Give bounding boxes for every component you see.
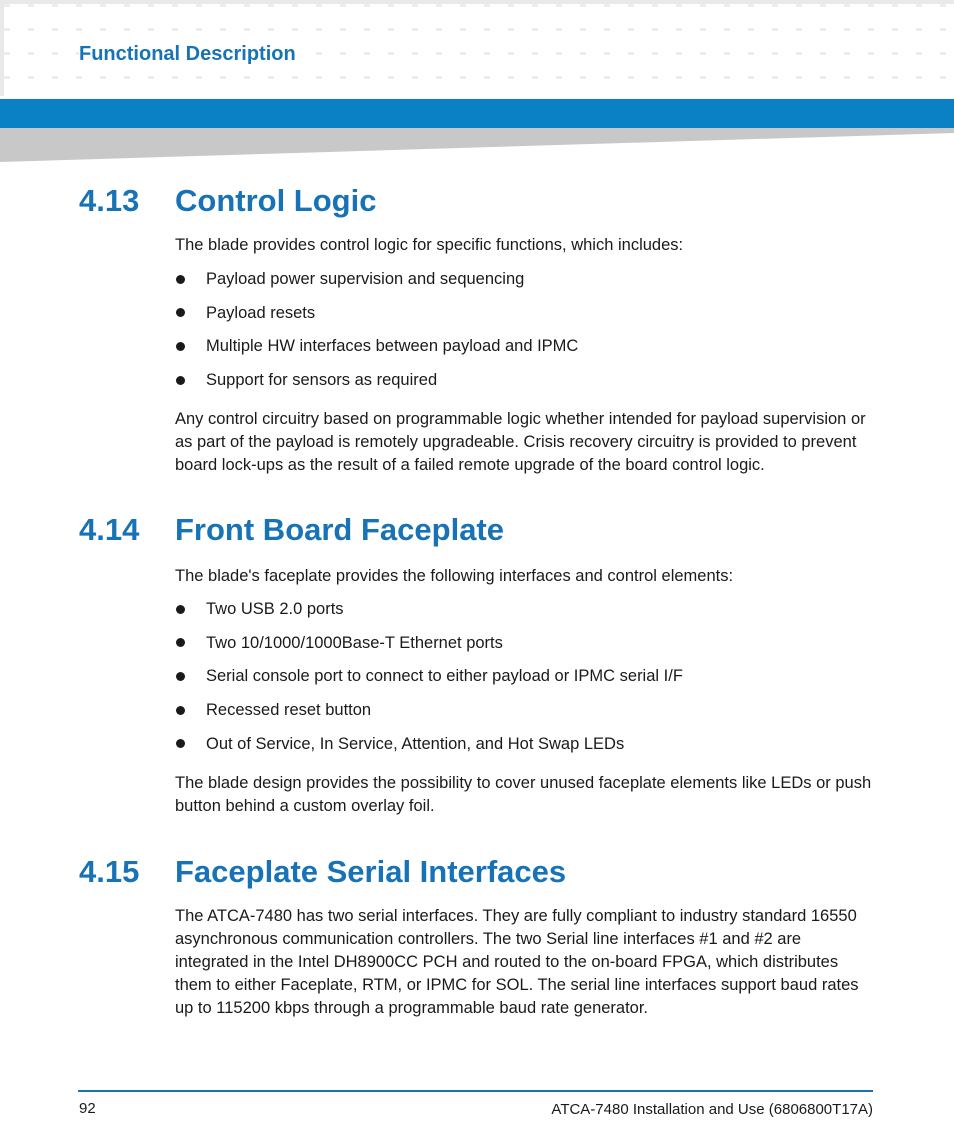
list-item: Payload power supervision and sequencing bbox=[175, 268, 578, 290]
list-item: Payload resets bbox=[175, 302, 578, 324]
bullet-icon bbox=[176, 342, 185, 351]
bullet-icon bbox=[176, 706, 185, 715]
bullet-list-faceplate bbox=[175, 598, 683, 766]
section-number: 4.14 bbox=[79, 512, 140, 547]
section-number: 4.13 bbox=[79, 183, 140, 218]
section-body: The ATCA-7480 has two serial interfaces. They are fully compliant to industry standard 16550 asynchronous communication controllers. The two Serial line interfaces #1 and #2 are integrated in the Intel DH8900CC PCH and routed to the on-board FPGA, which distributes them to either Faceplate, RTM, or IPMC for SOL. The serial line interfaces support baud rates up to 115200 kbps through a programmable baud rate generator. bbox=[175, 907, 859, 1017]
section-title: Front Board Faceplate bbox=[175, 512, 504, 547]
bullet-icon bbox=[176, 308, 185, 317]
page-number: 92 bbox=[79, 1100, 96, 1117]
section-heading-faceplate-serial-interfaces bbox=[79, 854, 566, 890]
section-body: Any control circuitry based on programmable logic whether intended for payload supervision or as part of the payload is remotely upgradeable. Crisis recovery circuitry is provided to prevent board lock-ups as the result of a failed remote upgrade of the board control logic. bbox=[175, 410, 866, 474]
bullet-icon bbox=[176, 638, 185, 647]
bullet-icon bbox=[176, 275, 185, 284]
list-item: Serial console port to connect to either payload or IPMC serial I/F bbox=[175, 665, 683, 687]
section-heading-front-board-faceplate bbox=[79, 512, 504, 548]
list-item: Two USB 2.0 ports bbox=[175, 598, 683, 620]
section-title: Faceplate Serial Interfaces bbox=[175, 854, 567, 889]
list-item: Out of Service, In Service, Attention, and Hot Swap LEDs bbox=[175, 733, 683, 755]
section-intro: The blade's faceplate provides the following interfaces and control elements: bbox=[175, 567, 734, 585]
section-intro: The blade provides control logic for specific functions, which includes: bbox=[175, 236, 684, 254]
footer-rule bbox=[78, 1090, 873, 1092]
running-header-title: Functional Description bbox=[79, 40, 300, 68]
bullet-list-control-logic bbox=[175, 268, 578, 403]
header-gray-wedge bbox=[0, 128, 954, 164]
document-title: ATCA-7480 Installation and Use (6806800T17A) bbox=[551, 1101, 873, 1118]
bullet-icon bbox=[176, 605, 185, 614]
list-item: Multiple HW interfaces between payload and IPMC bbox=[175, 335, 578, 357]
list-item: Support for sensors as required bbox=[175, 369, 578, 391]
bullet-icon bbox=[176, 376, 185, 385]
bullet-icon bbox=[176, 672, 185, 681]
section-title: Control Logic bbox=[175, 183, 377, 218]
section-heading-control-logic bbox=[79, 183, 376, 219]
section-body: The blade design provides the possibility to cover unused faceplate elements like LEDs or push button behind a custom overlay foil. bbox=[175, 774, 872, 815]
list-item: Two 10/1000/1000Base-T Ethernet ports bbox=[175, 632, 683, 654]
list-item: Recessed reset button bbox=[175, 699, 683, 721]
section-number: 4.15 bbox=[79, 854, 140, 889]
bullet-icon bbox=[176, 739, 185, 748]
header-blue-bar bbox=[0, 99, 954, 128]
